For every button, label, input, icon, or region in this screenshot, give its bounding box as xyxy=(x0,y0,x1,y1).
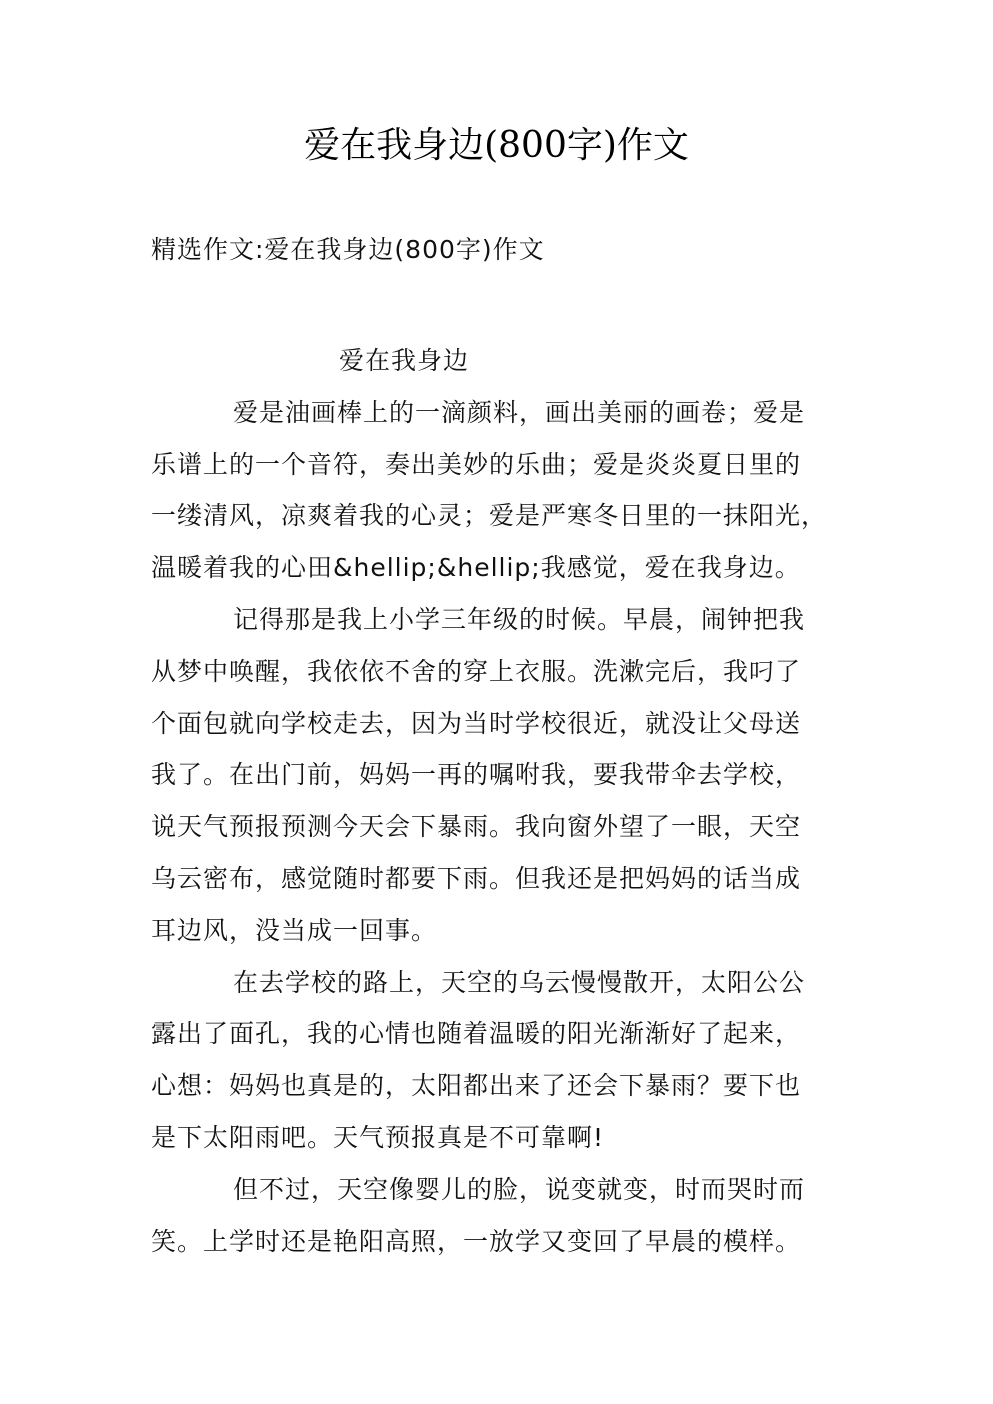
paragraph-3 xyxy=(151,957,841,1164)
paragraph-line: 乐谱上的一个音符，奏出美妙的乐曲；爱是炎炎夏日里的 xyxy=(151,449,802,479)
paragraph-line: 是下太阳雨吧。天气预报真是不可靠啊! xyxy=(151,1122,605,1152)
paragraph-1 xyxy=(151,387,841,594)
paragraph-line: 露出了面孔，我的心情也随着温暖的阳光渐渐好了起来， xyxy=(151,1019,802,1049)
paragraph-line: 心想：妈妈也真是的，太阳都出来了还会下暴雨？要下也 xyxy=(151,1071,802,1101)
essay-heading: 爱在我身边 xyxy=(339,346,470,375)
paragraph-line: 我了。在出门前，妈妈一再的嘱咐我，要我带伞去学校， xyxy=(151,760,802,790)
document-subtitle: 精选作文:爱在我身边(800字)作文 xyxy=(151,235,545,264)
document-title: 爱在我身边(800字)作文 xyxy=(304,125,689,166)
paragraph-line: 说天气预报预测今天会下暴雨。我向窗外望了一眼，天空 xyxy=(151,812,802,842)
paragraph-line: 但不过，天空像婴儿的脸，说变就变，时而哭时而 xyxy=(233,1174,806,1204)
paragraph-line: 记得那是我上小学三年级的时候。早晨，闹钟把我 xyxy=(233,604,806,634)
paragraph-line: 在去学校的路上，天空的乌云慢慢散开，太阳公公 xyxy=(233,967,806,997)
paragraph-line: 笑。上学时还是艳阳高照，一放学又变回了早晨的模样。 xyxy=(151,1226,802,1256)
essay-body xyxy=(151,335,841,1267)
paragraph-line: 乌云密布，感觉随时都要下雨。但我还是把妈妈的话当成 xyxy=(151,863,802,893)
paragraph-2 xyxy=(151,594,841,957)
paragraph-line: 从梦中唤醒，我依依不舍的穿上衣服。洗漱完后，我叼了 xyxy=(151,656,802,686)
paragraph-4 xyxy=(151,1164,841,1268)
paragraph-line: 温暖着我的心田&hellip;&hellip;我感觉，爱在我身边。 xyxy=(151,553,801,583)
paragraph-line: 个面包就向学校走去，因为当时学校很近，就没让父母送 xyxy=(151,708,802,738)
paragraph-line: 耳边风，没当成一回事。 xyxy=(151,915,438,945)
paragraph-line: 爱是油画棒上的一滴颜料，画出美丽的画卷；爱是 xyxy=(233,397,806,427)
paragraph-line: 一缕清风，凉爽着我的心灵；爱是严寒冬日里的一抹阳光， xyxy=(151,501,828,531)
